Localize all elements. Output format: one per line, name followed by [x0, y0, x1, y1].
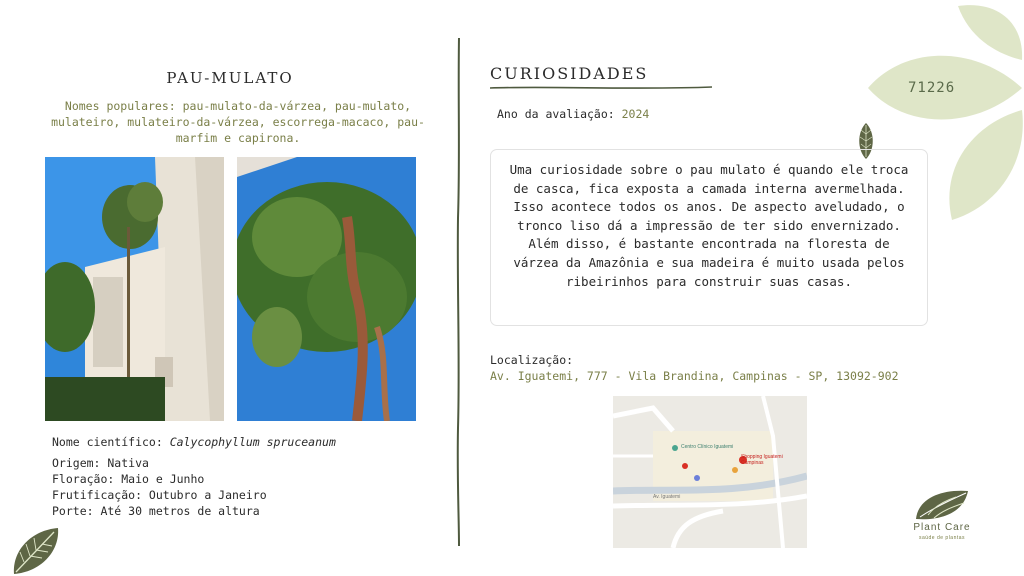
map-label-avenue: Av. Iguatemi: [653, 494, 681, 500]
location-label: Localização:: [490, 353, 574, 367]
plant-photo-canopy: [237, 157, 416, 421]
plant-care-logo-icon: [914, 487, 970, 521]
id-number: 71226: [908, 80, 956, 96]
title-underline: [490, 85, 712, 91]
address-link[interactable]: Av. Iguatemi, 777 - Vila Brandina, Campinas - SP, 13092-902: [490, 369, 899, 383]
map-label-shopping: Shopping Iguatemi Campinas: [741, 454, 783, 466]
curiosity-card: [490, 149, 928, 326]
curiosity-text: Uma curiosidade sobre o pau mulato é quando ele troca de casca, fica exposta a camada interna avermelhada. Isso acontece todos os anos. De aspecto aveludado, o tronco liso dá a impressão de ter sido envernizado. Além disso, é bastante encontrada na floresta de várzea da Amazônia e sua madeira é muito usada pelos ribeirinhos para construir suas casas.: [509, 162, 909, 289]
map-label-clinic: Centro Clínico Iguatemi: [681, 444, 734, 450]
vertical-divider: [453, 38, 465, 546]
plant-photo-building: [45, 157, 224, 421]
scientific-name-line: [52, 435, 336, 449]
origin: Origem: Nativa: [52, 456, 149, 470]
year-value: 2024: [621, 107, 650, 121]
year-label: Ano da avaliação:: [497, 107, 622, 121]
popular-names: Nomes populares: pau-mulato-da-várzea, pau-mulato, mulateiro, mulateiro-da-várzea, escorrega-macaco, pau-marfim e capirona.: [51, 99, 425, 145]
flowering: Floração: Maio e Junho: [52, 472, 205, 486]
fruiting: Frutificação: Outubro a Janeiro: [52, 488, 267, 502]
logo-tagline: saúde de plantas: [918, 535, 966, 541]
scientific-name: Calycophyllum spruceanum: [169, 435, 336, 449]
section-title: CURIOSIDADES: [490, 64, 649, 83]
evaluation-year: [497, 107, 649, 121]
plant-title: PAU-MULATO: [166, 69, 294, 87]
decorative-leaf-icon: [10, 524, 62, 576]
scientific-label: Nome científico:: [52, 435, 170, 449]
logo-name: Plant Care: [913, 522, 971, 533]
location-map[interactable]: [613, 396, 807, 548]
plant-size: Porte: Até 30 metros de altura: [52, 504, 260, 518]
